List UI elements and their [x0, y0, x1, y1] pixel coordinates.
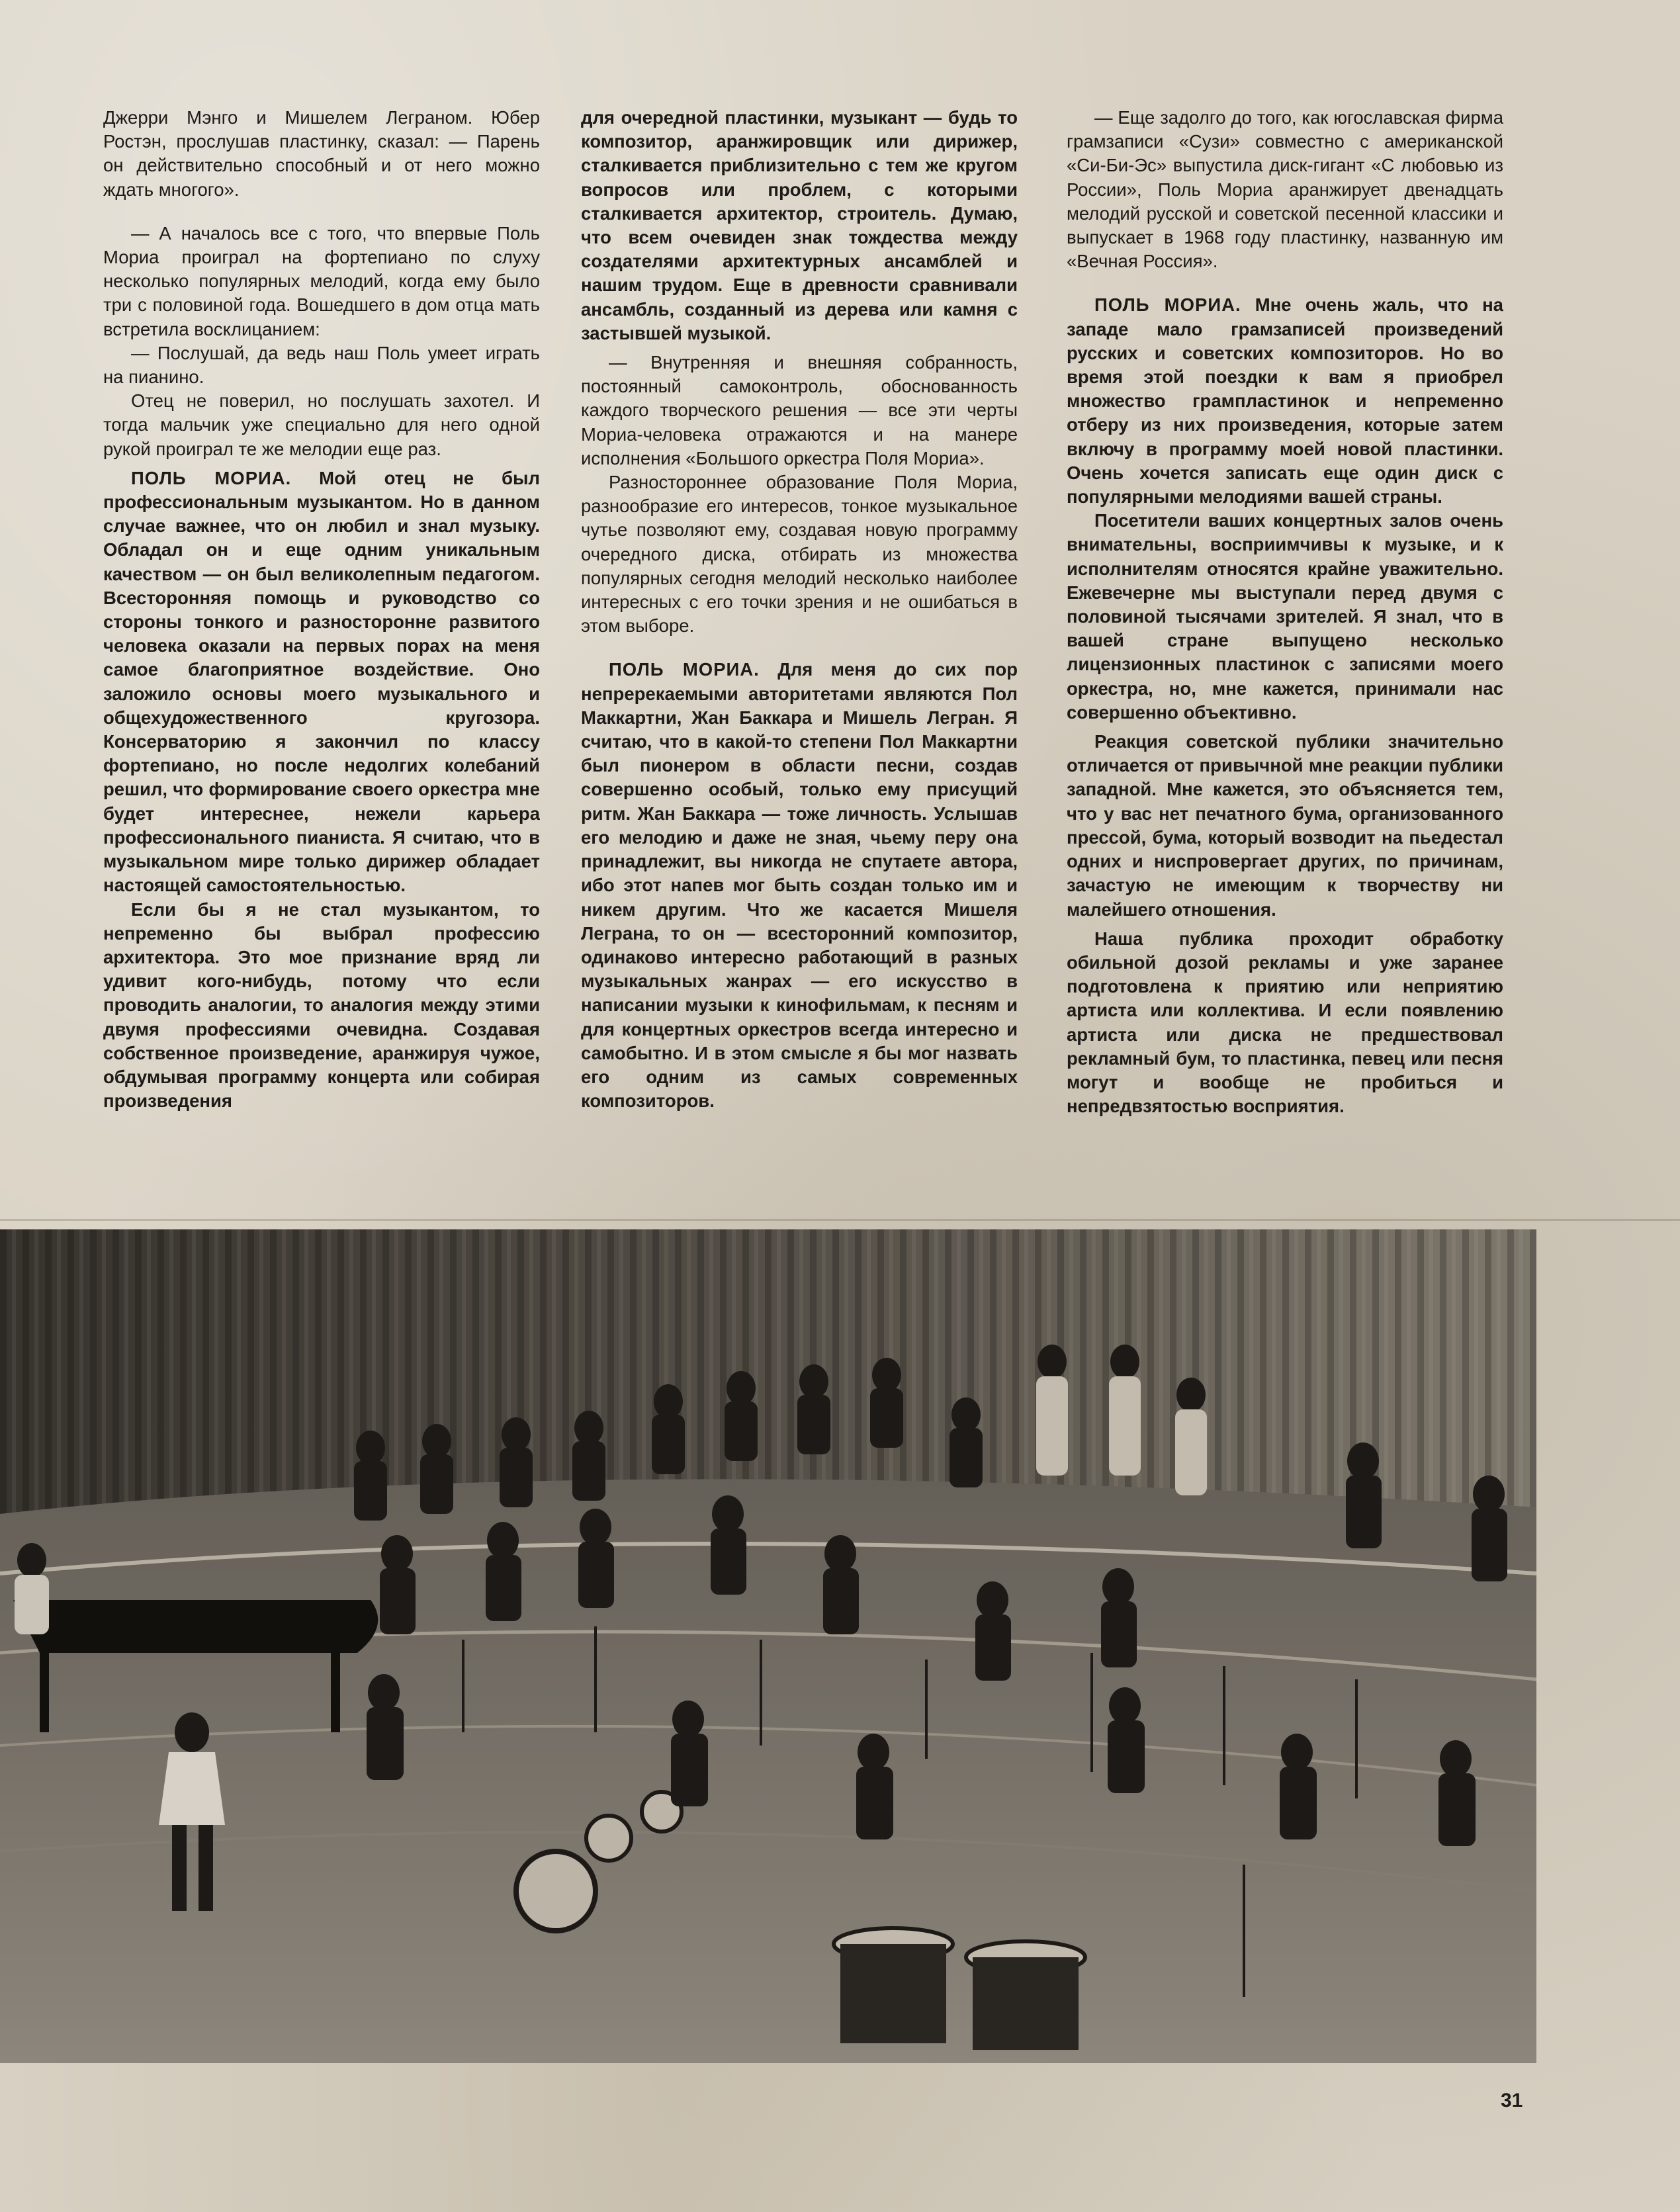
orchestra-photo — [0, 1229, 1536, 2063]
article-column-2 — [581, 106, 1018, 1217]
paragraph-text: Для меня до сих пор непререкаемыми авторитетами являются Пол Маккартни, Жан Баккара и Мишель Легран. Я считаю, что в какой-то степени Пол Маккартни был пионером в области песни, создав совершенно особый, только ему присущий ритм. Жан Баккара — тоже личность. Услышав его мелодию и даже не зная, чьему перу она принадлежит, вы никогда не спутаете автора, ибо этот напев мог быть создан только им и никем другим. Что же касается Мишеля Леграна, то он — всесторонний композитор, одинаково интересно работающий в разных музыкальных жанрах — его искусство в написании музыки к кинофильмам, к песням и для концертных оркестров всегда интересно и самобытно. И в этом смысле я бы мог назвать его одним из самых современных композиторов. — [581, 659, 1018, 1112]
orchestra-concert-image — [0, 1229, 1536, 2063]
paragraph: Реакция советской публики значительно отличается от привычной мне реакции публики западной. Мне кажется, это объясняется тем, что у вас нет печатного бума, организованного прессой, бума, который возводит на пьедестал одних и ниспровергает других, по причинам, зачастую не имеющим к творчеству ни малейшего отношения. — [1067, 731, 1503, 920]
paragraph — [581, 658, 1018, 1113]
paragraph: Наша публика проходит обработку обильной дозой рекламы и уже заранее подготовлена к приятию или неприятию артиста или коллектива. И если появлению артиста или диска не предшествовал рекламный бум, то пластинка, певец или песня могут и вообще не пробиться и непредвзятостью восприятия. — [1067, 928, 1503, 1117]
paragraph: — А началось все с того, что впервые Поль Мориа проиграл на фортепиано по слуху несколько популярных мелодий, когда ему было три с половиной года. Вошедшего в дом отца мать встретила восклицанием: — [103, 222, 540, 339]
paragraph: Разностороннее образование Поля Мориа, разнообразие его интересов, тонкое музыкальное чутье позволяют ему, создавая новую программу очередного диска, отбирать из множества популярных сегодня мелодий несколько наиболее интересных с его точки зрения и не ошибаться в этом выборе. — [581, 472, 1018, 637]
paragraph: — Послушай, да ведь наш Поль умеет играть на пианино. — [103, 342, 540, 388]
paragraph: — Еще задолго до того, как югославская фирма грамзаписи «Сузи» совместно с американской «Си-Би-Эс» выпустила диск-гигант «С любовью из России», Поль Мориа аранжирует двенадцать мелодий русской и советской песенной классики и выпускает в 1968 году пластинку, названную им «Вечная Россия». — [1067, 107, 1503, 272]
paragraph: для очередной пластинки, музыкант — будь то композитор, аранжировщик или дирижер, сталкивается приблизительно с тем же кругом вопросов или проблем, с которыми сталкивается архитектор, строитель. Думаю, что всем очевиден знак тождества между создателями архитектурных ансамблей и нашим трудом. Еще в древности сравнивали ансамбль, созданный из дерева или камня с застывшей музыкой. — [581, 107, 1018, 343]
article-column-3 — [1067, 106, 1503, 1217]
paragraph: — Внутренняя и внешняя собранность, постоянный самоконтроль, обоснованность каждого творческого решения — все эти черты Мориа-человека отражаются и на манере исполнения «Большого оркестра Поля Мориа». — [581, 352, 1018, 468]
paper-fold — [0, 1219, 1680, 1221]
paragraph — [103, 466, 540, 898]
speaker-name: ПОЛЬ МОРИА. — [1094, 294, 1241, 316]
paragraph: Джерри Мэнго и Мишелем Леграном. Юбер Ростэн, прослушав пластинку, сказал: — Парень он действительно способный и от него можно ждать многого». — [103, 107, 540, 200]
paragraph — [1067, 293, 1503, 509]
paragraph: Отец не поверил, но послушать захотел. И тогда мальчик уже специально для него одной рукой проиграл те же мелодии еще раз. — [103, 390, 540, 459]
page-number: 31 — [1501, 2090, 1523, 2111]
paragraph: Если бы я не стал музыкантом, то непременно бы выбрал профессию архитектора. Это мое признание вряд ли удивит кого-нибудь, потому что если проводить аналогии, то аналогия между этими двумя профессиями очевидна. Создавая собственное произведение, аранжируя чужое, обдумывая программу концерта или собирая произведения — [103, 899, 540, 1112]
article-column-1 — [103, 106, 540, 1217]
speaker-name: ПОЛЬ МОРИА. — [609, 659, 760, 680]
paragraph: Посетители ваших концертных залов очень внимательны, восприимчивы к музыке, и к исполнителям относятся крайне уважительно. Ежевечерне мы выступали перед двумя с половиной тысячами зрителей. Я знал, что в вашей стране выпущено несколько лицензионных пластинок с записями моего оркестра, но, мне кажется, принимали нас совершенно объективно. — [1067, 510, 1503, 723]
paragraph-text: Мой отец не был профессиональным музыкантом. Но в данном случае важнее, что он любил и знал музыку. Обладал он и еще одним уникальным качеством — он был великолепным педагогом. Всесторонняя помощь и руководство со стороны тонкого и разносторонне развитого человека оказали на первых порах на меня самое благоприятное воздействие. Оно заложило основы моего музыкального и общехудожественного кругозора. Консерваторию я закончил по классу фортепиано, но после недолгих колебаний решил, что формирование своего оркестра мне будет интереснее, нежели карьера профессионального пианиста. Я считаю, что в музыкальном мире только дирижер обладает настоящей самостоятельностью. — [103, 467, 540, 896]
paragraph-text: Мне очень жаль, что на западе мало грамзаписей произведений русских и советских композиторов. Но во время этой поездки к вам я приобрел множество грампластинок и непременно отберу из них произведения, которые затем включу в программу моей новой пластинки. Очень хочется записать еще один диск с популярными мелодиями вашей страны. — [1067, 294, 1503, 508]
speaker-name: ПОЛЬ МОРИА. — [131, 467, 292, 488]
